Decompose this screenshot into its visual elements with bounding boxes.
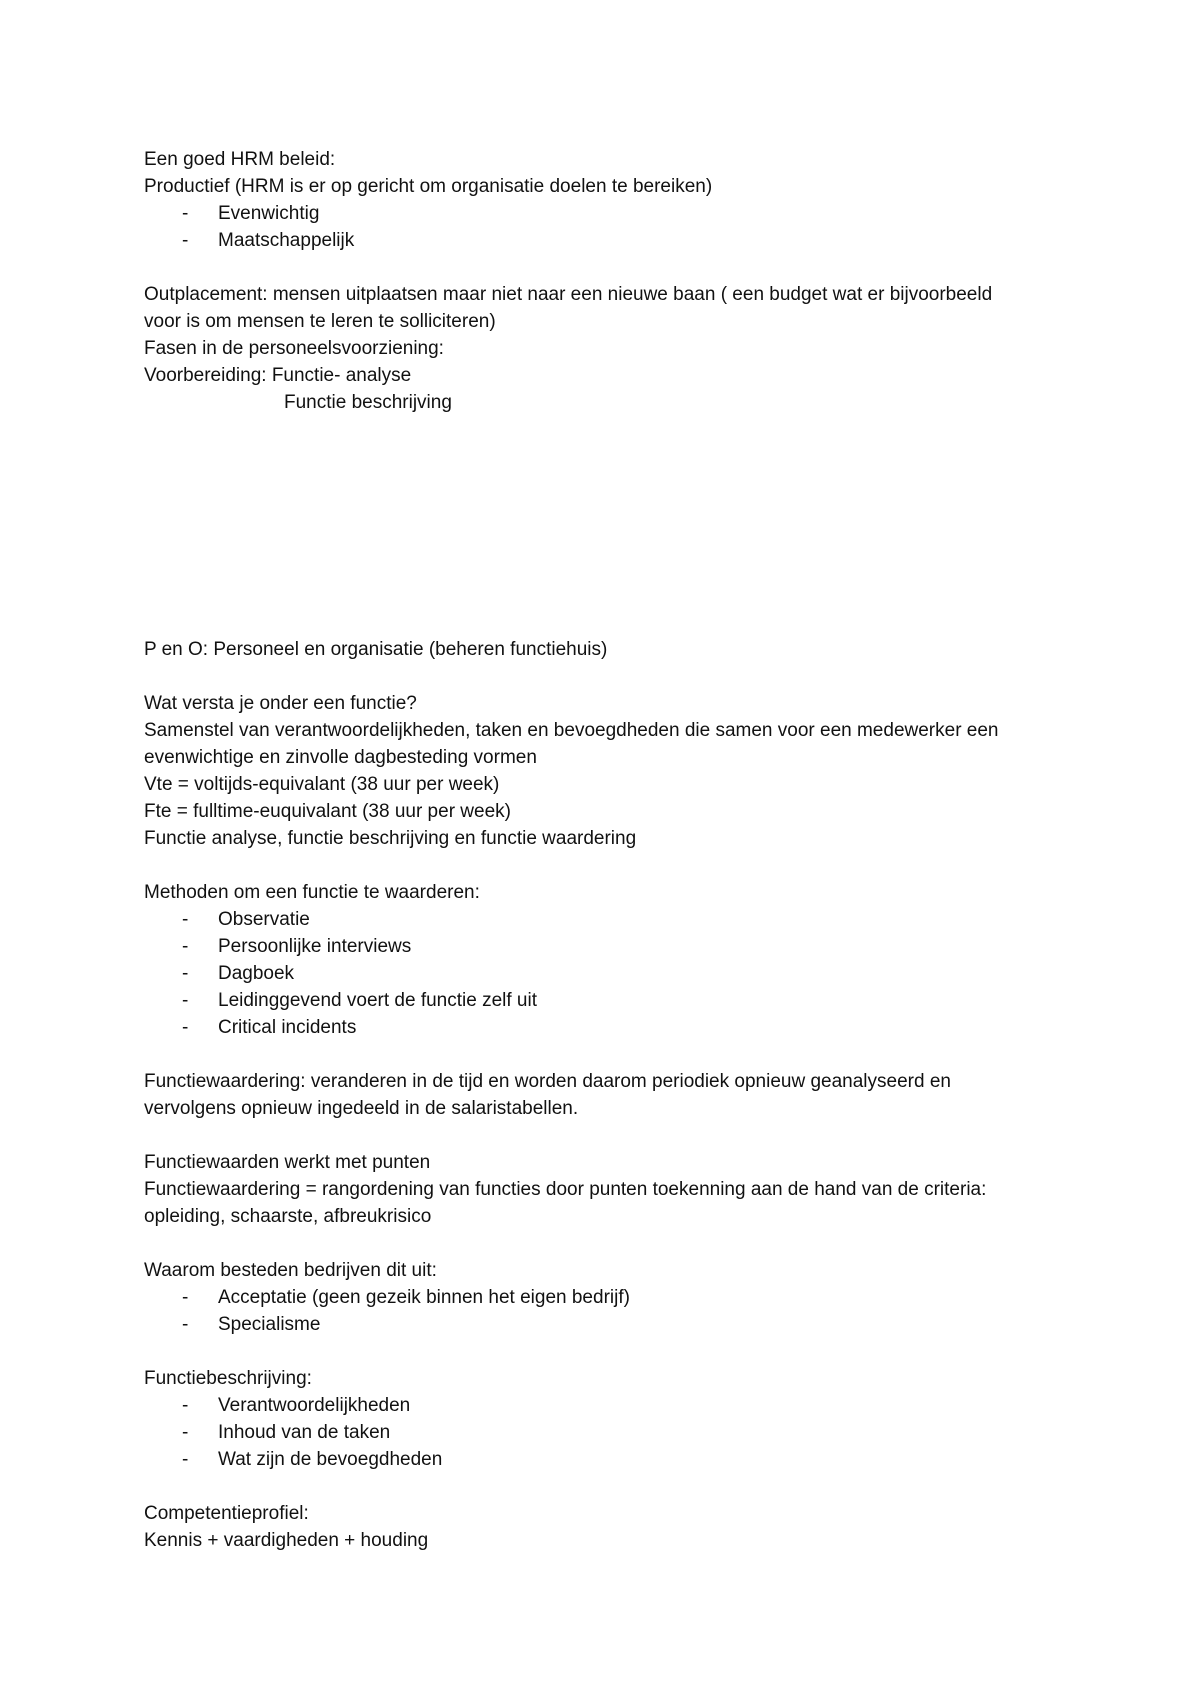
bullet-dash: - bbox=[182, 1287, 189, 1308]
bullet-dash: - bbox=[182, 990, 189, 1011]
functie-question: Wat versta je onder een functie? bbox=[144, 693, 417, 714]
functiewaardering-line-cont: vervolgens opnieuw ingedeeld in de salaristabellen. bbox=[144, 1098, 579, 1119]
list-item: Evenwichtig bbox=[218, 203, 320, 224]
voorbereiding-line: Voorbereiding: Functie- analyse bbox=[144, 365, 412, 386]
vte-line: Vte = voltijds-equivalant (38 uur per week) bbox=[144, 774, 500, 795]
productief-line: Productief (HRM is er op gericht om organisatie doelen te bereiken) bbox=[144, 176, 713, 197]
bullet-dash: - bbox=[182, 936, 189, 957]
rangordening-line: Functiewaardering = rangordening van functies door punten toekenning aan de hand van de criteria: bbox=[144, 1179, 987, 1200]
p-en-o-line: P en O: Personeel en organisatie (beheren functiehuis) bbox=[144, 639, 608, 660]
functiewaardering-line: Functiewaardering: veranderen in de tijd en worden daarom periodiek opnieuw geanalyseerd en bbox=[144, 1071, 951, 1092]
bullet-dash: - bbox=[182, 1314, 189, 1335]
list-item: Wat zijn de bevoegdheden bbox=[218, 1449, 443, 1470]
competentie-formula: Kennis + vaardigheden + houding bbox=[144, 1530, 429, 1551]
outplacement-line-cont: voor is om mensen te leren te solliciteren) bbox=[144, 311, 496, 332]
methoden-heading: Methoden om een functie te waarderen: bbox=[144, 882, 480, 903]
list-item: Maatschappelijk bbox=[218, 230, 355, 251]
list-item: Persoonlijke interviews bbox=[218, 936, 412, 957]
list-item: Verantwoordelijkheden bbox=[218, 1395, 411, 1416]
list-item: Leidinggevend voert de functie zelf uit bbox=[218, 990, 537, 1011]
analyse-line: Functie analyse, functie beschrijving en functie waardering bbox=[144, 828, 637, 849]
bullet-dash: - bbox=[182, 203, 189, 224]
bullet-dash: - bbox=[182, 230, 189, 251]
bullet-dash: - bbox=[182, 1017, 189, 1038]
list-item: Specialisme bbox=[218, 1314, 321, 1335]
competentieprofiel-heading: Competentieprofiel: bbox=[144, 1503, 309, 1524]
functie-beschrijving-line: Functie beschrijving bbox=[284, 392, 452, 413]
functiewaarden-line: Functiewaarden werkt met punten bbox=[144, 1152, 431, 1173]
functiebeschrijving-heading: Functiebeschrijving: bbox=[144, 1368, 312, 1389]
bullet-dash: - bbox=[182, 1422, 189, 1443]
list-item: Dagboek bbox=[218, 963, 295, 984]
hrm-heading: Een goed HRM beleid: bbox=[144, 149, 336, 170]
fte-line: Fte = fulltime-euquivalant (38 uur per week) bbox=[144, 801, 511, 822]
bullet-dash: - bbox=[182, 1395, 189, 1416]
list-item: Inhoud van de taken bbox=[218, 1422, 391, 1443]
list-item: Observatie bbox=[218, 909, 310, 930]
waarom-heading: Waarom besteden bedrijven dit uit: bbox=[144, 1260, 437, 1281]
fasen-line: Fasen in de personeelsvoorziening: bbox=[144, 338, 444, 359]
functie-answer: Samenstel van verantwoordelijkheden, taken en bevoegdheden die samen voor een medewerker een bbox=[144, 720, 999, 741]
functie-answer-cont: evenwichtige en zinvolle dagbesteding vormen bbox=[144, 747, 537, 768]
criteria-line: opleiding, schaarste, afbreukrisico bbox=[144, 1206, 432, 1227]
bullet-dash: - bbox=[182, 909, 189, 930]
bullet-dash: - bbox=[182, 963, 189, 984]
outplacement-line: Outplacement: mensen uitplaatsen maar niet naar een nieuwe baan ( een budget wat er bijvoorbeeld bbox=[144, 284, 993, 305]
list-item: Acceptatie (geen gezeik binnen het eigen bedrijf) bbox=[218, 1287, 630, 1308]
list-item: Critical incidents bbox=[218, 1017, 357, 1038]
bullet-dash: - bbox=[182, 1449, 189, 1470]
